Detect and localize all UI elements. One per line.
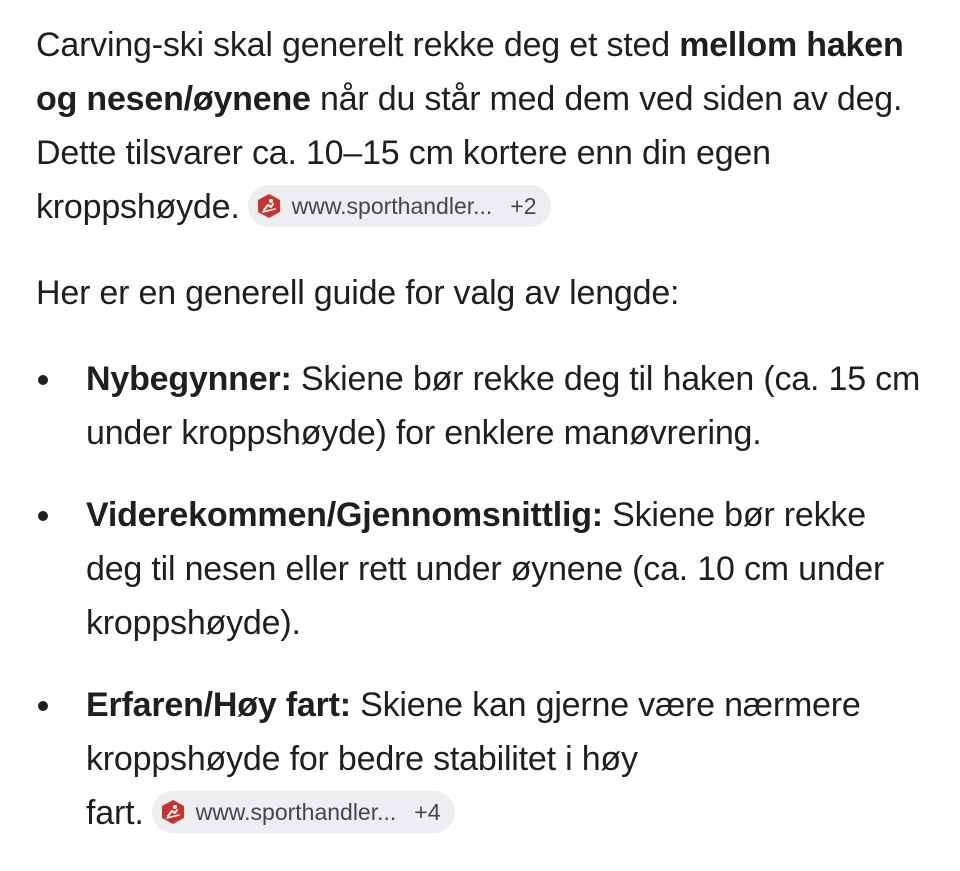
bullet-icon — [38, 375, 48, 385]
source-chip-count: +2 — [510, 193, 537, 220]
list-item-text: Skiene bør rekke deg til nesen eller rett under øynene (ca. 10 cm under kroppshøyde). — [86, 496, 885, 642]
list-item — [36, 352, 926, 460]
intro-paragraph — [36, 18, 926, 234]
list-item-text: Skiene kan gjerne være nærmere kroppshøyde for bedre stabilitet i høy — [86, 686, 861, 778]
source-chip-site: www.sporthandler... — [195, 799, 397, 826]
source-chip-count: +4 — [414, 799, 441, 826]
list-item-label: Viderekommen/Gjennomsnittlig: — [86, 496, 603, 534]
intro-bold-text: mellom haken og nesen/øynene — [36, 26, 904, 118]
list-item — [36, 488, 926, 650]
bullet-icon — [38, 511, 48, 521]
bullet-icon — [38, 701, 48, 711]
intro-text: Carving-ski skal generelt rekke deg et sted — [36, 26, 680, 64]
guide-intro: Her er en generell guide for valg av lengde: — [36, 274, 680, 312]
list-item-label: Nybegynner: — [86, 360, 292, 398]
ai-answer — [36, 18, 926, 868]
list-item — [36, 678, 926, 840]
sporthandler-logo-icon — [160, 799, 186, 825]
sporthandler-logo-icon — [256, 193, 282, 219]
source-chip[interactable] — [152, 791, 455, 833]
length-guide-list — [36, 352, 926, 840]
source-chip[interactable] — [248, 185, 551, 227]
source-chip-site: www.sporthandler... — [291, 193, 493, 220]
list-item-text-end: fart. — [86, 794, 144, 832]
intro-text-after: når du står med dem ved siden av deg. Dette tilsvarer ca. 10–15 cm kortere enn din egen kroppshøyde. — [36, 80, 903, 226]
list-item-label: Erfaren/Høy fart: — [86, 686, 351, 724]
list-item-text: Skiene bør rekke deg til haken (ca. 15 cm under kroppshøyde) for enklere manøvrering. — [86, 360, 921, 452]
